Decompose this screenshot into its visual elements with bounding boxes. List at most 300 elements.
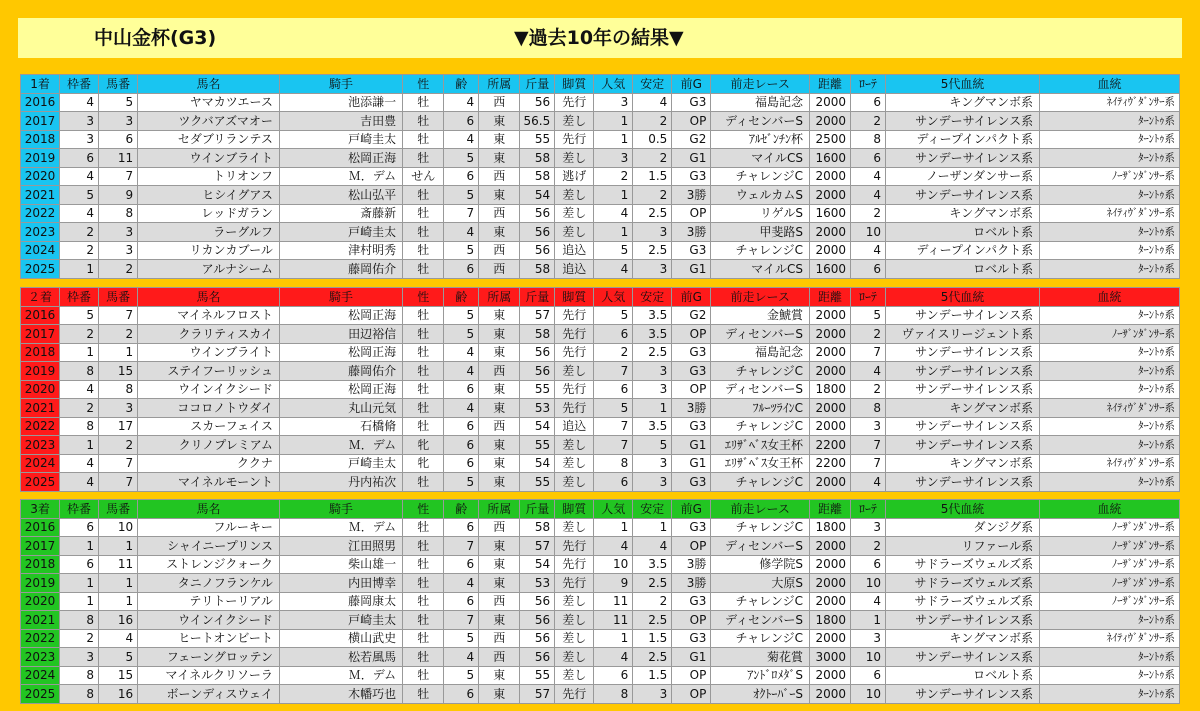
table-row: [21, 186, 1180, 205]
cell-year: 2017: [21, 325, 60, 344]
cell-rotation: 8: [851, 130, 886, 149]
cell-weight: 54: [520, 417, 555, 436]
table-row: [21, 399, 1180, 418]
cell-weight: 56: [520, 648, 555, 667]
cell-waku: 1: [60, 436, 99, 455]
column-header-popularity: 人気: [594, 500, 633, 519]
cell-horse: ウインブライト: [138, 343, 280, 362]
cell-stability: 3.5: [633, 417, 672, 436]
column-header-prev-race: 前走レース: [711, 500, 810, 519]
cell-jockey: 田辺裕信: [279, 325, 402, 344]
cell-prev-race: 福島記念: [711, 93, 810, 112]
cell-stability: 2.5: [633, 343, 672, 362]
cell-horse: ヒートオンビート: [138, 629, 280, 648]
cell-rotation: 5: [851, 306, 886, 325]
cell-pedigree5: サンデーサイレンス系: [885, 417, 1039, 436]
column-header-bloodline: 血統: [1040, 500, 1180, 519]
cell-distance: 2000: [809, 93, 850, 112]
table-row: [21, 454, 1180, 473]
cell-prev-grade: G3: [672, 473, 711, 492]
cell-sex: 牡: [403, 130, 444, 149]
cell-prev-grade: G1: [672, 149, 711, 168]
cell-horse: トリオンフ: [138, 167, 280, 186]
cell-distance: 2000: [809, 241, 850, 260]
cell-year: 2025: [21, 473, 60, 492]
cell-stability: 1: [633, 518, 672, 537]
cell-waku: 2: [60, 325, 99, 344]
cell-bloodline: ﾀｰﾝﾄｩ系: [1040, 149, 1180, 168]
cell-pedigree5: キングマンボ系: [885, 204, 1039, 223]
cell-umaban: 7: [99, 167, 138, 186]
cell-style: 先行: [555, 130, 594, 149]
cell-jockey: 藤岡康太: [279, 592, 402, 611]
cell-stability: 3: [633, 454, 672, 473]
cell-sex: 牡: [403, 574, 444, 593]
cell-stability: 2: [633, 592, 672, 611]
cell-age: 4: [444, 223, 479, 242]
cell-umaban: 1: [99, 574, 138, 593]
table-row: [21, 629, 1180, 648]
column-header-pedigree5: 5代血統: [885, 500, 1039, 519]
cell-sex: 牡: [403, 399, 444, 418]
cell-year: 2019: [21, 149, 60, 168]
cell-prev-race: ｱﾙｾﾞﾝﾁﾝ杯: [711, 130, 810, 149]
cell-weight: 58: [520, 167, 555, 186]
column-header-stability: 安定: [633, 288, 672, 307]
cell-rotation: 4: [851, 592, 886, 611]
cell-weight: 58: [520, 260, 555, 279]
cell-pedigree5: サンデーサイレンス系: [885, 362, 1039, 381]
cell-popularity: 5: [594, 306, 633, 325]
cell-prev-grade: 3勝: [672, 186, 711, 205]
cell-style: 差し: [555, 362, 594, 381]
cell-style: 差し: [555, 518, 594, 537]
cell-umaban: 1: [99, 592, 138, 611]
cell-popularity: 11: [594, 611, 633, 630]
cell-umaban: 8: [99, 204, 138, 223]
cell-age: 6: [444, 260, 479, 279]
cell-sex: 牡: [403, 186, 444, 205]
cell-age: 6: [444, 112, 479, 131]
cell-bloodline: ﾉｰｻﾞﾝﾀﾞﾝｻｰ系: [1040, 167, 1180, 186]
cell-bloodline: ﾈｲﾃｨｳﾞﾀﾞﾝｻｰ系: [1040, 399, 1180, 418]
cell-horse: タニノフランケル: [138, 574, 280, 593]
column-header-distance: 距離: [809, 500, 850, 519]
cell-stable: 西: [479, 362, 520, 381]
cell-age: 6: [444, 518, 479, 537]
cell-pedigree5: キングマンボ系: [885, 93, 1039, 112]
cell-distance: 2000: [809, 112, 850, 131]
cell-horse: ツクバアズマオー: [138, 112, 280, 131]
cell-stability: 3: [633, 473, 672, 492]
cell-prev-grade: OP: [672, 611, 711, 630]
column-header-pedigree5: 5代血統: [885, 288, 1039, 307]
cell-sex: せん: [403, 167, 444, 186]
cell-popularity: 3: [594, 149, 633, 168]
cell-horse: シャイニープリンス: [138, 537, 280, 556]
table-row: [21, 204, 1180, 223]
cell-rotation: 10: [851, 648, 886, 667]
cell-prev-grade: OP: [672, 325, 711, 344]
cell-distance: 2000: [809, 537, 850, 556]
cell-age: 5: [444, 629, 479, 648]
column-header-waku: 枠番: [60, 500, 99, 519]
cell-prev-race: チャレンジC: [711, 473, 810, 492]
table-row: [21, 130, 1180, 149]
cell-year: 2024: [21, 666, 60, 685]
cell-rotation: 3: [851, 417, 886, 436]
cell-waku: 2: [60, 399, 99, 418]
table-row: [21, 574, 1180, 593]
column-header-umaban: 馬番: [99, 500, 138, 519]
cell-stable: 西: [479, 518, 520, 537]
cell-prev-race: ｴﾘｻﾞﾍﾞｽ女王杯: [711, 436, 810, 455]
cell-popularity: 4: [594, 260, 633, 279]
table-row: [21, 685, 1180, 704]
cell-jockey: 丸山元気: [279, 399, 402, 418]
cell-pedigree5: サンデーサイレンス系: [885, 611, 1039, 630]
cell-waku: 2: [60, 629, 99, 648]
cell-age: 4: [444, 648, 479, 667]
cell-stable: 東: [479, 555, 520, 574]
cell-weight: 54: [520, 186, 555, 205]
cell-popularity: 8: [594, 454, 633, 473]
cell-umaban: 16: [99, 685, 138, 704]
cell-bloodline: ﾉｰｻﾞﾝﾀﾞﾝｻｰ系: [1040, 574, 1180, 593]
cell-horse: スカーフェイス: [138, 417, 280, 436]
cell-waku: 2: [60, 241, 99, 260]
cell-age: 5: [444, 186, 479, 205]
column-header-age: 齢: [444, 500, 479, 519]
column-header-umaban: 馬番: [99, 288, 138, 307]
cell-bloodline: ﾀｰﾝﾄｩ系: [1040, 362, 1180, 381]
cell-style: 差し: [555, 473, 594, 492]
cell-year: 2018: [21, 343, 60, 362]
cell-horse: クラリティスカイ: [138, 325, 280, 344]
cell-bloodline: ﾀｰﾝﾄｩ系: [1040, 223, 1180, 242]
cell-horse: アルナシーム: [138, 260, 280, 279]
cell-style: 差し: [555, 454, 594, 473]
results-subtitle: ▼過去10年の結果▼: [514, 27, 684, 49]
cell-umaban: 7: [99, 454, 138, 473]
cell-age: 5: [444, 473, 479, 492]
cell-prev-race: 福島記念: [711, 343, 810, 362]
cell-waku: 3: [60, 112, 99, 131]
cell-prev-grade: G3: [672, 362, 711, 381]
column-header-rotation: ﾛｰﾃ: [851, 500, 886, 519]
cell-stability: 2.5: [633, 204, 672, 223]
cell-horse: マイネルモーント: [138, 473, 280, 492]
cell-age: 7: [444, 537, 479, 556]
cell-year: 2022: [21, 204, 60, 223]
cell-prev-race: ﾌﾙｰﾂﾗｲﾝC: [711, 399, 810, 418]
cell-rotation: 7: [851, 454, 886, 473]
cell-style: 先行: [555, 325, 594, 344]
cell-pedigree5: ロベルト系: [885, 666, 1039, 685]
cell-year: 2022: [21, 417, 60, 436]
cell-popularity: 6: [594, 666, 633, 685]
column-header-prev-race: 前走レース: [711, 288, 810, 307]
cell-bloodline: ﾀｰﾝﾄｩ系: [1040, 241, 1180, 260]
cell-weight: 55: [520, 380, 555, 399]
cell-horse: フェーングロッテン: [138, 648, 280, 667]
cell-popularity: 5: [594, 241, 633, 260]
cell-sex: 牝: [403, 436, 444, 455]
cell-pedigree5: ヴァイスリージェント系: [885, 325, 1039, 344]
cell-prev-grade: 3勝: [672, 555, 711, 574]
column-header-prev-grade: 前G: [672, 500, 711, 519]
cell-rotation: 2: [851, 112, 886, 131]
cell-jockey: 戸崎圭太: [279, 454, 402, 473]
cell-umaban: 11: [99, 555, 138, 574]
cell-year: 2023: [21, 223, 60, 242]
cell-pedigree5: サンデーサイレンス系: [885, 306, 1039, 325]
cell-weight: 58: [520, 325, 555, 344]
cell-age: 5: [444, 241, 479, 260]
cell-pedigree5: ディープインパクト系: [885, 241, 1039, 260]
cell-umaban: 3: [99, 223, 138, 242]
cell-waku: 8: [60, 611, 99, 630]
cell-prev-race: ディセンバーS: [711, 325, 810, 344]
cell-waku: 4: [60, 454, 99, 473]
cell-umaban: 2: [99, 436, 138, 455]
cell-popularity: 8: [594, 685, 633, 704]
table-row: [21, 362, 1180, 381]
cell-rotation: 10: [851, 223, 886, 242]
cell-pedigree5: サンデーサイレンス系: [885, 186, 1039, 205]
cell-prev-grade: G2: [672, 306, 711, 325]
cell-umaban: 10: [99, 518, 138, 537]
cell-umaban: 17: [99, 417, 138, 436]
cell-bloodline: ﾀｰﾝﾄｩ系: [1040, 666, 1180, 685]
cell-prev-race: 甲斐路S: [711, 223, 810, 242]
cell-waku: 3: [60, 648, 99, 667]
cell-age: 6: [444, 685, 479, 704]
cell-sex: 牡: [403, 260, 444, 279]
cell-style: 追込: [555, 241, 594, 260]
cell-sex: 牡: [403, 362, 444, 381]
cell-jockey: 戸崎圭太: [279, 130, 402, 149]
cell-waku: 1: [60, 260, 99, 279]
cell-stable: 東: [479, 306, 520, 325]
cell-pedigree5: サドラーズウェルズ系: [885, 592, 1039, 611]
cell-horse: ヒシイグアス: [138, 186, 280, 205]
cell-jockey: 丹内祐次: [279, 473, 402, 492]
cell-stable: 東: [479, 343, 520, 362]
cell-rotation: 4: [851, 186, 886, 205]
column-header-prev-race: 前走レース: [711, 75, 810, 94]
cell-popularity: 1: [594, 130, 633, 149]
cell-distance: 2500: [809, 130, 850, 149]
cell-year: 2018: [21, 555, 60, 574]
cell-distance: 2000: [809, 362, 850, 381]
cell-prev-race: ディセンバーS: [711, 380, 810, 399]
cell-pedigree5: サンデーサイレンス系: [885, 112, 1039, 131]
cell-prev-grade: G3: [672, 343, 711, 362]
cell-stability: 3.5: [633, 555, 672, 574]
cell-stable: 東: [479, 436, 520, 455]
cell-stability: 3.5: [633, 325, 672, 344]
cell-popularity: 1: [594, 223, 633, 242]
cell-distance: 2000: [809, 343, 850, 362]
cell-popularity: 9: [594, 574, 633, 593]
cell-prev-grade: G3: [672, 518, 711, 537]
cell-umaban: 2: [99, 260, 138, 279]
cell-year: 2021: [21, 611, 60, 630]
cell-prev-race: リゲルS: [711, 204, 810, 223]
cell-style: 差し: [555, 149, 594, 168]
cell-sex: 牡: [403, 518, 444, 537]
cell-weight: 56: [520, 629, 555, 648]
cell-stability: 4: [633, 93, 672, 112]
cell-prev-grade: G3: [672, 629, 711, 648]
cell-prev-race: 菊花賞: [711, 648, 810, 667]
cell-horse: フルーキー: [138, 518, 280, 537]
column-header-sex: 性: [403, 288, 444, 307]
cell-stable: 東: [479, 399, 520, 418]
cell-horse: ステイフーリッシュ: [138, 362, 280, 381]
cell-prev-grade: 3勝: [672, 399, 711, 418]
cell-stable: 東: [479, 130, 520, 149]
cell-bloodline: ﾉｰｻﾞﾝﾀﾞﾝｻｰ系: [1040, 537, 1180, 556]
cell-stable: 西: [479, 241, 520, 260]
cell-stable: 東: [479, 611, 520, 630]
cell-style: 差し: [555, 186, 594, 205]
cell-prev-grade: OP: [672, 380, 711, 399]
cell-rotation: 7: [851, 436, 886, 455]
cell-age: 5: [444, 306, 479, 325]
cell-weight: 54: [520, 454, 555, 473]
cell-horse: ウインイクシード: [138, 380, 280, 399]
cell-umaban: 5: [99, 93, 138, 112]
cell-weight: 56: [520, 343, 555, 362]
cell-bloodline: ﾉｰｻﾞﾝﾀﾞﾝｻｰ系: [1040, 325, 1180, 344]
cell-sex: 牡: [403, 112, 444, 131]
cell-pedigree5: サドラーズウェルズ系: [885, 555, 1039, 574]
table-row: [21, 592, 1180, 611]
cell-age: 7: [444, 611, 479, 630]
cell-rotation: 4: [851, 167, 886, 186]
cell-distance: 2000: [809, 325, 850, 344]
cell-year: 2017: [21, 112, 60, 131]
cell-horse: テリトーリアル: [138, 592, 280, 611]
cell-stable: 西: [479, 417, 520, 436]
cell-pedigree5: ロベルト系: [885, 260, 1039, 279]
cell-style: 差し: [555, 611, 594, 630]
cell-stability: 2: [633, 112, 672, 131]
cell-sex: 牡: [403, 343, 444, 362]
cell-sex: 牡: [403, 149, 444, 168]
cell-pedigree5: キングマンボ系: [885, 629, 1039, 648]
cell-popularity: 2: [594, 343, 633, 362]
cell-style: 差し: [555, 436, 594, 455]
cell-umaban: 8: [99, 380, 138, 399]
cell-rotation: 8: [851, 399, 886, 418]
cell-rotation: 2: [851, 204, 886, 223]
cell-weight: 57: [520, 537, 555, 556]
cell-stability: 4: [633, 537, 672, 556]
cell-jockey: Ｍ．デム: [279, 666, 402, 685]
cell-prev-grade: G3: [672, 417, 711, 436]
cell-age: 5: [444, 325, 479, 344]
cell-jockey: 柴山雄一: [279, 555, 402, 574]
cell-stability: 1.5: [633, 167, 672, 186]
cell-jockey: 藤岡佑介: [279, 362, 402, 381]
cell-pedigree5: リファール系: [885, 537, 1039, 556]
cell-bloodline: ﾀｰﾝﾄｩ系: [1040, 343, 1180, 362]
cell-horse: ボーンディスウェイ: [138, 685, 280, 704]
cell-umaban: 1: [99, 343, 138, 362]
cell-jockey: 松若風馬: [279, 648, 402, 667]
cell-year: 2024: [21, 241, 60, 260]
third-place-table: [20, 499, 1180, 704]
cell-weight: 57: [520, 306, 555, 325]
cell-stability: 3: [633, 223, 672, 242]
cell-weight: 53: [520, 574, 555, 593]
cell-bloodline: ﾀｰﾝﾄｩ系: [1040, 112, 1180, 131]
cell-weight: 55: [520, 666, 555, 685]
column-header-horse: 馬名: [138, 75, 280, 94]
cell-waku: 1: [60, 592, 99, 611]
column-header-weight: 斤量: [520, 500, 555, 519]
cell-popularity: 4: [594, 648, 633, 667]
cell-stability: 3: [633, 362, 672, 381]
cell-umaban: 7: [99, 306, 138, 325]
cell-waku: 4: [60, 473, 99, 492]
cell-weight: 56.5: [520, 112, 555, 131]
column-header-age: 齢: [444, 75, 479, 94]
cell-prev-race: ｱﾝﾄﾞﾛﾒﾀﾞS: [711, 666, 810, 685]
cell-age: 4: [444, 362, 479, 381]
cell-weight: 55: [520, 130, 555, 149]
cell-pedigree5: ディープインパクト系: [885, 130, 1039, 149]
cell-umaban: 3: [99, 241, 138, 260]
cell-horse: クリノプレミアム: [138, 436, 280, 455]
cell-rotation: 4: [851, 473, 886, 492]
cell-stable: 西: [479, 204, 520, 223]
cell-style: 差し: [555, 592, 594, 611]
cell-style: 差し: [555, 666, 594, 685]
cell-bloodline: ﾀｰﾝﾄｩ系: [1040, 260, 1180, 279]
cell-style: 差し: [555, 204, 594, 223]
cell-jockey: 松岡正海: [279, 149, 402, 168]
cell-age: 6: [444, 454, 479, 473]
cell-year: 2020: [21, 592, 60, 611]
table-row: [21, 343, 1180, 362]
cell-age: 4: [444, 574, 479, 593]
cell-bloodline: ﾀｰﾝﾄｩ系: [1040, 417, 1180, 436]
cell-stable: 西: [479, 93, 520, 112]
cell-prev-race: ディセンバーS: [711, 611, 810, 630]
cell-distance: 2200: [809, 436, 850, 455]
cell-pedigree5: サンデーサイレンス系: [885, 149, 1039, 168]
cell-distance: 2000: [809, 399, 850, 418]
cell-distance: 2000: [809, 417, 850, 436]
column-header-stable: 所属: [479, 288, 520, 307]
cell-year: 2021: [21, 399, 60, 418]
cell-distance: 2000: [809, 629, 850, 648]
cell-rotation: 1: [851, 611, 886, 630]
cell-umaban: 16: [99, 611, 138, 630]
cell-popularity: 2: [594, 167, 633, 186]
cell-stable: 西: [479, 260, 520, 279]
cell-stable: 西: [479, 592, 520, 611]
cell-age: 5: [444, 149, 479, 168]
cell-distance: 2000: [809, 186, 850, 205]
column-header-popularity: 人気: [594, 288, 633, 307]
cell-style: 先行: [555, 343, 594, 362]
cell-sex: 牡: [403, 666, 444, 685]
